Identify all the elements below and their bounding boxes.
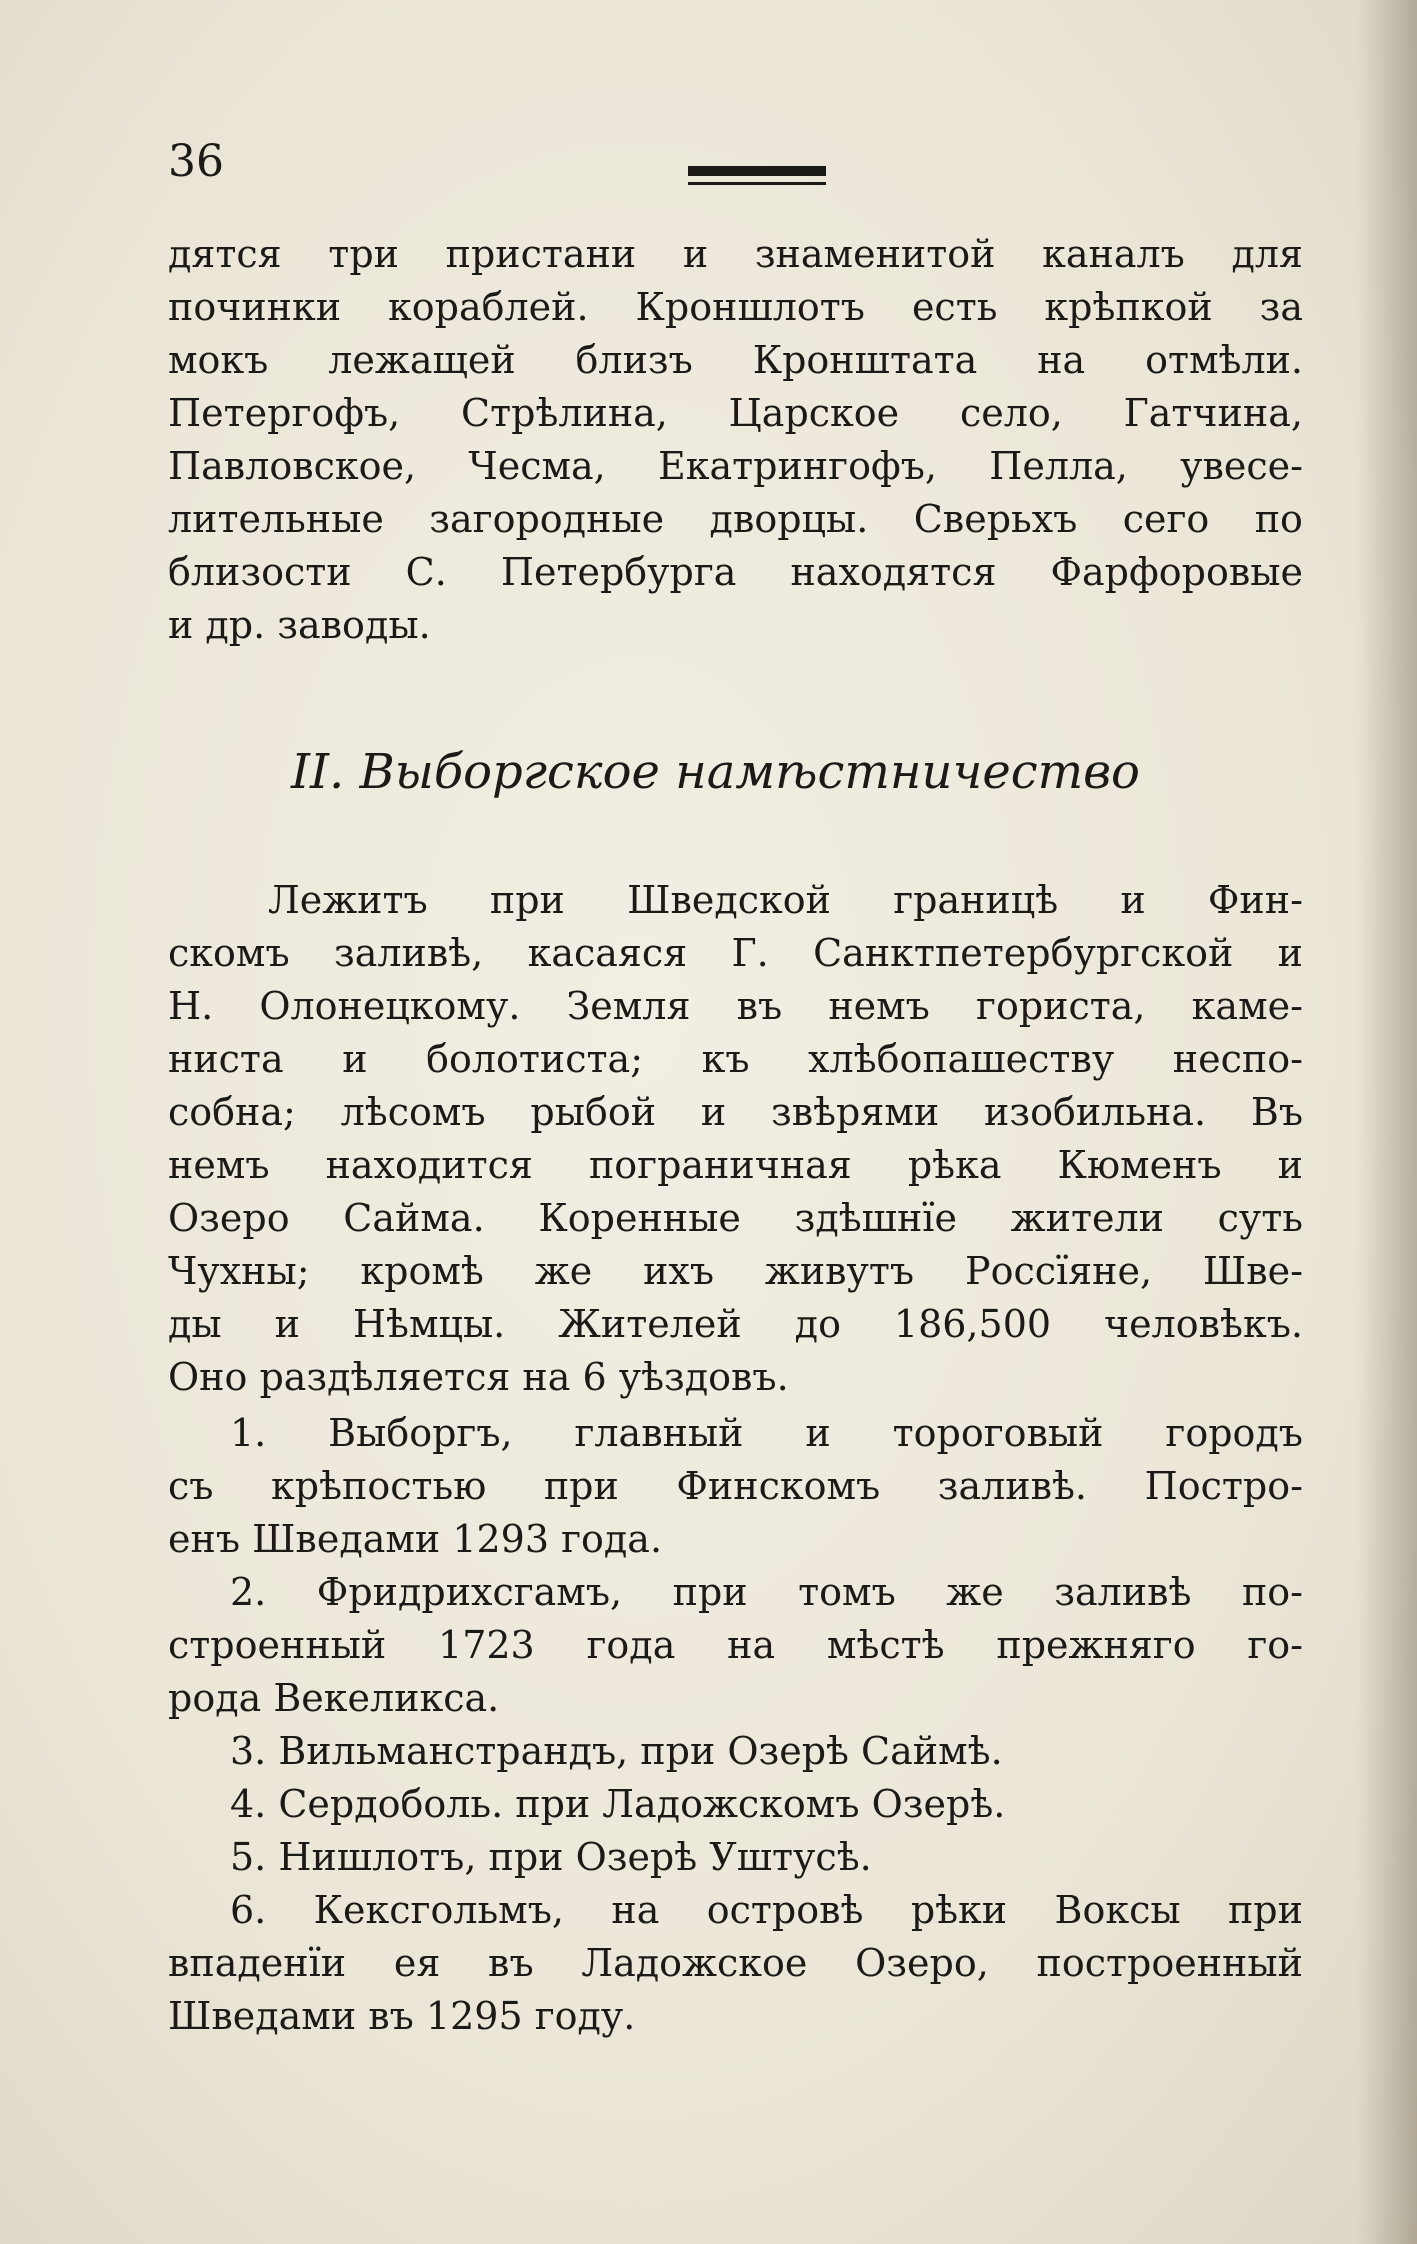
section-body (168, 874, 1303, 1404)
list-line: 1. Выборгъ, главный и тороговый городъ (230, 1411, 1303, 1455)
intro-line: Петергофъ, Стрѣлина, Царское село, Гатчина, (168, 391, 1303, 435)
intro-line: починки кораблей. Кроншлотъ есть крѣпкой за (168, 285, 1303, 329)
list-line: 3. Вильманстрандъ, при Озерѣ Саймѣ. (230, 1729, 1003, 1773)
section-heading: II. Выборгское намѣстничество (291, 744, 1140, 800)
body-line: ды и Нѣмцы. Жителей до 186,500 человѣкъ. (168, 1302, 1303, 1346)
intro-line: и др. заводы. (168, 603, 431, 647)
body-line: Оно раздѣляется на 6 уѣздовъ. (168, 1355, 789, 1399)
body-line: Лежитъ при Шведской границѣ и Фин- (268, 878, 1303, 922)
list-line: енъ Шведами 1293 года. (168, 1517, 663, 1561)
list-line: 2. Фридрихсгамъ, при томъ же заливѣ по- (230, 1570, 1303, 1614)
intro-line: лительные загородные дворцы. Сверьхъ сего по (168, 497, 1303, 541)
body-line: ниста и болотиста; къ хлѣбопашеству неспо- (168, 1037, 1303, 1081)
intro-line: близости С. Петербурга находятся Фарфоровые (168, 550, 1303, 594)
page-edge-shadow (1357, 0, 1417, 2244)
list-line: впаденїи ея въ Ладожское Озеро, построенный (168, 1941, 1303, 1985)
body-line: Озеро Сайма. Коренные здѣшнїе жители суть (168, 1196, 1303, 1240)
list-line: 4. Сердоболь. при Ладожскомъ Озерѣ. (230, 1782, 1006, 1826)
list-line: строенный 1723 года на мѣстѣ прежняго го- (168, 1623, 1303, 1667)
district-list (168, 1407, 1303, 2043)
header-rule (688, 166, 826, 185)
intro-line: Павловское, Чесма, Екатрингофъ, Пелла, увесе- (168, 444, 1303, 488)
list-line: Шведами въ 1295 году. (168, 1994, 636, 2038)
list-line: съ крѣпостью при Финскомъ заливѣ. Постро- (168, 1464, 1303, 1508)
list-line: 6. Кексгольмъ, на островѣ рѣки Воксы при (230, 1888, 1303, 1932)
list-line: 5. Нишлотъ, при Озерѣ Уштусѣ. (230, 1835, 872, 1879)
intro-paragraph (168, 228, 1303, 652)
body-line: собна; лѣсомъ рыбой и звѣрями изобильна. Въ (168, 1090, 1303, 1134)
intro-line: дятся три пристани и знаменитой каналъ для (168, 232, 1303, 276)
body-line: скомъ заливѣ, касаяся Г. Санктпетербургской и (168, 931, 1303, 975)
intro-line: мокъ лежащей близъ Кронштата на отмѣли. (168, 338, 1303, 382)
list-line: рода Векеликса. (168, 1676, 500, 1720)
body-line: Н. Олонецкому. Земля въ немъ гориста, каме- (168, 984, 1303, 1028)
page-number: 36 (168, 136, 224, 187)
body-line: Чухны; кромѣ же ихъ живутъ Россїяне, Шве- (168, 1249, 1303, 1293)
body-line: немъ находится пограничная рѣка Кюменъ и (168, 1143, 1303, 1187)
